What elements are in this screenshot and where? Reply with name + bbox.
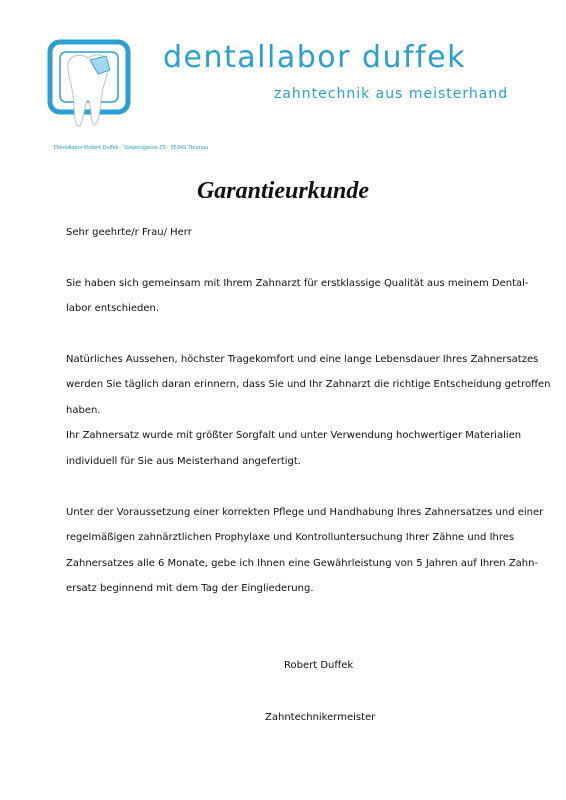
paragraph-2-line: haben. <box>66 405 101 416</box>
paragraph-3-line: regelmäßigen zahnärztlichen Prophylaxe und Kontrolluntersuchung Ihrer Zähne und Ihres <box>66 532 515 543</box>
paragraph-1-line: labor entschieden. <box>66 303 160 314</box>
paragraph-2-line: Ihr Zahnersatz wurde mit größter Sorgfalt und unter Verwendung hochwertiger Materialien <box>66 430 522 441</box>
signature-title: Zahntechnikermeister <box>265 712 376 723</box>
paragraph-3-line: ersatz beginnend mit dem Tag der Eingliederung. <box>66 583 314 594</box>
brand-tagline: zahntechnik aus meisterhand <box>274 86 509 102</box>
paragraph-2-line: werden Sie täglich daran erinnern, dass Sie und Ihr Zahnarzt die richtige Entscheidung getroffen <box>66 379 551 390</box>
paragraph-3-line: Unter der Voraussetzung einer korrekten Pflege und Handhabung Ihres Zahnersatzes und einer <box>66 507 544 518</box>
document-title: Garantieurkunde <box>196 178 370 204</box>
paragraph-2-line: Natürliches Aussehen, höchster Tragekomfort und eine lange Lebensdauer Ihres Zahnersatzes <box>66 354 539 365</box>
signature-name: Robert Duffek <box>284 660 354 671</box>
brand-name: dentallabor duffek <box>163 40 466 75</box>
tooth-logo-icon <box>46 38 136 134</box>
paragraph-2-line: individuell für Sie aus Meisterhand angefertigt. <box>66 456 301 467</box>
sender-address-line: Dentallabor Robert Duffek · Stegersgasse 23 · 95349 Thurnau <box>54 145 209 151</box>
salutation: Sehr geehrte/r Frau/ Herr <box>66 227 192 238</box>
paragraph-3-line: Zahnersatzes alle 6 Monate, gebe ich Ihnen eine Gewährleistung von 5 Jahren auf Ihren Zahn- <box>66 558 539 569</box>
paragraph-1-line: Sie haben sich gemeinsam mit Ihrem Zahnarzt für erstklassige Qualität aus meinem Dental- <box>66 278 529 289</box>
